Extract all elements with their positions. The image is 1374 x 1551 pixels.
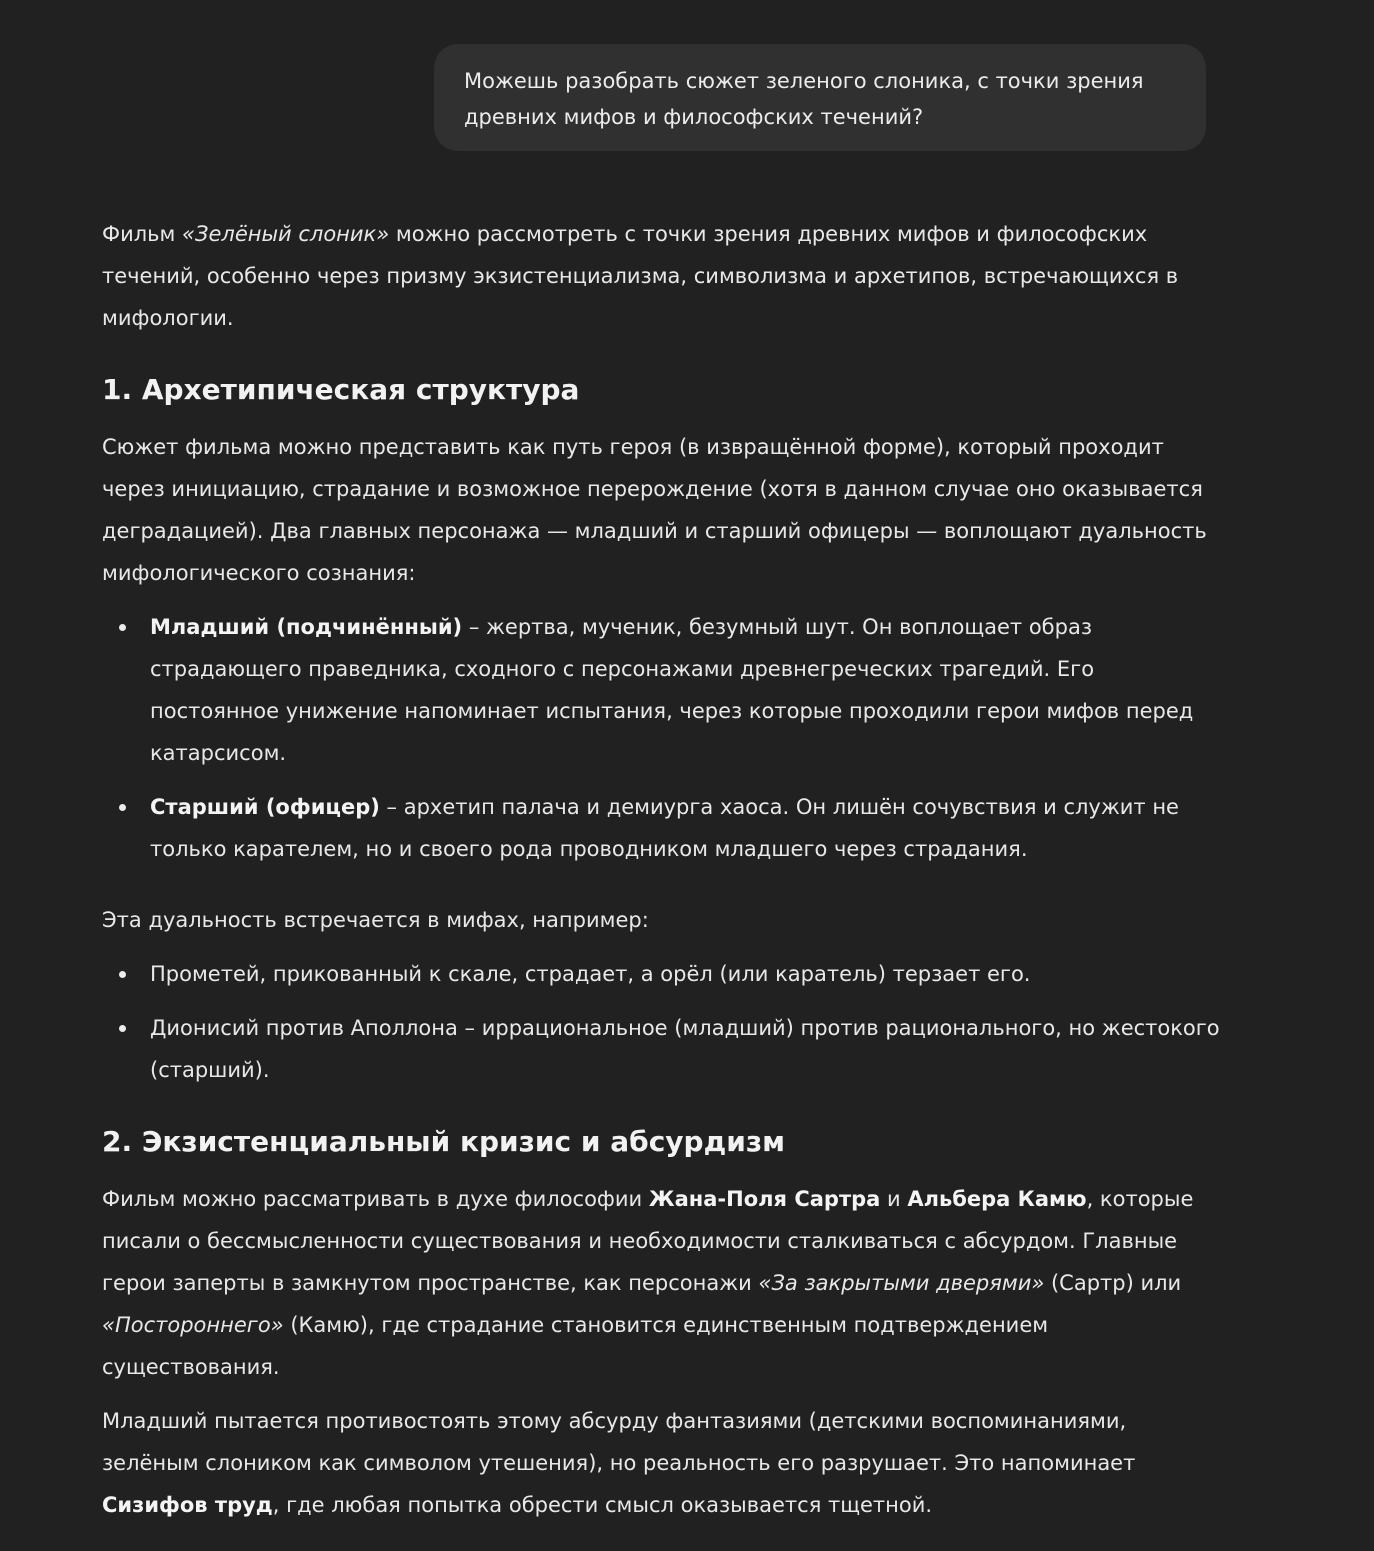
characters-list xyxy=(102,606,1222,870)
philosopher-name: Альбера Камю xyxy=(907,1187,1087,1211)
character-name: Старший (офицер) xyxy=(150,795,380,819)
work-title: «Постороннего» xyxy=(102,1313,284,1337)
section-1-paragraph: Сюжет фильма можно представить как путь героя (в извращённой форме), который проходит через инициацию, страдание и возможное перерождение (хотя в данном случае оно оказывается деградацией). Два главных персонажа — младший и старший офицеры — воплощают дуальность мифологического сознания: xyxy=(102,435,1207,585)
intro-text-2: можно рассмотреть с точки зрения древних мифов и философских течений, особенно через призму экзистенциализма, символизма и архетипов, встречающихся в мифологии. xyxy=(102,222,1179,330)
character-description: – жертва, мученик, безумный шут. Он воплощает образ страдающего праведника, сходного с персонажами древнегреческих трагедий. Его постоянное унижение напоминает испытания, через которые проходили герои мифов перед катарсисом. xyxy=(150,615,1194,765)
text-fragment: (Камю), где страдание становится единственным подтверждением существования. xyxy=(102,1313,1049,1379)
film-title: «Зелёный слоник» xyxy=(182,222,390,246)
character-description: – архетип палача и демиурга хаоса. Он лишён сочувствия и служит не только карателем, но и своего рода проводником младшего через страдания. xyxy=(150,795,1179,861)
section-2-heading: 2. Экзистенциальный кризис и абсурдизм xyxy=(102,1125,785,1158)
section-2-paragraph-1 xyxy=(102,1178,1222,1388)
user-message-bubble xyxy=(434,44,1206,151)
duality-intro: Эта дуальность встречается в мифах, например: xyxy=(102,908,649,932)
intro-paragraph xyxy=(102,213,1222,339)
text-fragment: , где любая попытка обрести смысл оказывается тщетной. xyxy=(272,1493,933,1517)
user-message-text: Можешь разобрать сюжет зеленого слоника, с точки зрения древних мифов и философских течений? xyxy=(464,69,1144,129)
myth-examples-list xyxy=(102,953,1222,1091)
text-fragment: Младший пытается противостоять этому абсурду фантазиями (детскими воспоминаниями, зелёным слоником как символом утешения), но реальность его разрушает. Это напоминает xyxy=(102,1409,1136,1475)
text-fragment: и xyxy=(880,1187,908,1211)
section-2-paragraph-2 xyxy=(102,1400,1222,1526)
text-fragment: , которые писали о бессмысленности существования и необходимости сталкиваться с абсурдом. Главные герои заперты в замкнутом пространстве, как персонажи xyxy=(102,1187,1194,1295)
list-item xyxy=(102,786,1222,870)
section-1-heading: 1. Архетипическая структура xyxy=(102,373,580,406)
philosopher-name: Жана-Поля Сартра xyxy=(648,1187,881,1211)
intro-text-1: Фильм xyxy=(102,222,183,246)
myth-reference: Сизифов труд xyxy=(102,1493,273,1517)
assistant-message xyxy=(102,213,1222,1526)
text-fragment: Фильм можно рассматривать в духе философии xyxy=(102,1187,649,1211)
text-fragment: (Сартр) или xyxy=(1044,1271,1182,1295)
work-title: «За закрытыми дверями» xyxy=(758,1271,1045,1295)
character-name: Младший (подчинённый) xyxy=(150,615,463,639)
list-item: Прометей, прикованный к скале, страдает, а орёл (или каратель) терзает его. xyxy=(102,953,1222,995)
list-item xyxy=(102,606,1222,774)
list-item: Дионисий против Аполлона – иррациональное (младший) против рационального, но жестокого (старший). xyxy=(102,1007,1222,1091)
